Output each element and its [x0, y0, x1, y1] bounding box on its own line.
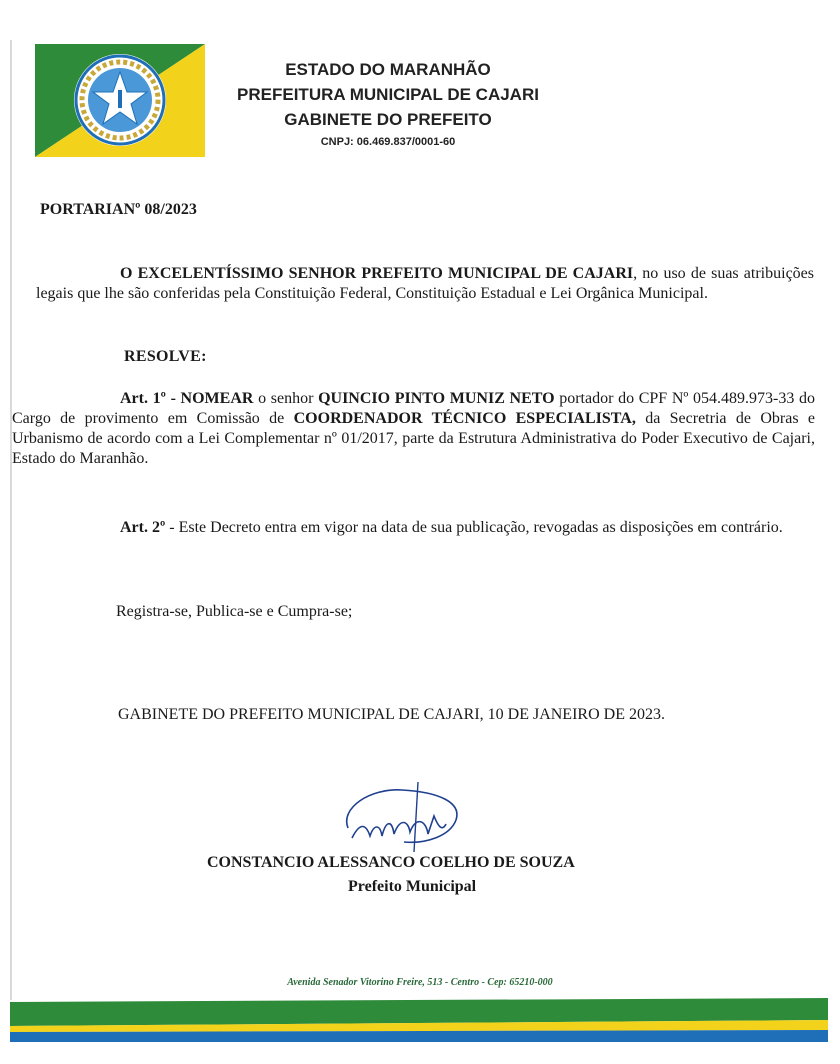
art1-t2: portador do CPF Nº 054.489.973-33 do Cargo de provimento em Comissão de — [12, 390, 816, 427]
signatory-role: Prefeito Municipal — [348, 878, 477, 895]
municipal-flag-logo — [35, 44, 205, 157]
letterhead-prefeitura: PREFEITURA MUNICIPAL DE CAJARI — [237, 85, 539, 104]
signatory-name: CONSTANCIO ALESSANCO COELHO DE SOUZA — [207, 854, 575, 871]
art1-role: COORDENADOR TÉCNICO ESPECIALISTA, — [293, 410, 636, 427]
resolve-heading: RESOLVE: — [124, 348, 207, 365]
intro-paragraph — [36, 264, 814, 304]
art1-name: QUINCIO PINTO MUNIZ NETO — [318, 390, 555, 407]
letterhead-state: ESTADO DO MARANHÃO — [285, 60, 491, 79]
article-2 — [24, 518, 815, 538]
handwritten-signature — [330, 780, 470, 860]
art2-text: - Este Decreto entra em vigor na data de sua publicação, revogadas as disposições em contrário. — [165, 519, 783, 536]
closing-line: Registra-se, Publica-se e Cumpra-se; — [116, 603, 353, 620]
page-edge — [10, 40, 12, 1000]
letterhead — [210, 57, 566, 150]
art1-t3: da Secretria de Obras e Urbanismo de acordo com a Lei Complementar nº 01/2017, parte da Estrutura Administrativa do Poder Executivo de Cajari, Estado do Maranhão. — [12, 410, 816, 467]
intro-text: , no uso de suas atribuições legais que lhe são conferidas pela Constituição Federal, Constituição Estadual e Lei Orgânica Municipal. — [36, 265, 815, 302]
art1-t1: o senhor — [253, 390, 319, 407]
letterhead-cnpj: CNPJ: 06.469.837/0001-60 — [320, 136, 456, 148]
portaria-title: PORTARIANº 08/2023 — [40, 201, 197, 218]
footer-color-stripes — [10, 998, 828, 1046]
dateline: GABINETE DO PREFEITO MUNICIPAL DE CAJARI, 10 DE JANEIRO DE 2023. — [118, 706, 665, 723]
letterhead-gabinete: GABINETE DO PREFEITO — [284, 110, 492, 129]
footer-address: Avenida Senador Vitorino Freire, 513 - Centro - Cep: 65210-000 — [287, 977, 553, 988]
art1-label: Art. 1º - NOMEAR — [120, 390, 254, 407]
intro-bold: O EXCELENTÍSSIMO SENHOR PREFEITO MUNICIPAL DE CAJARI — [120, 265, 634, 282]
art2-label: Art. 2º — [120, 519, 166, 536]
article-1 — [12, 389, 815, 469]
